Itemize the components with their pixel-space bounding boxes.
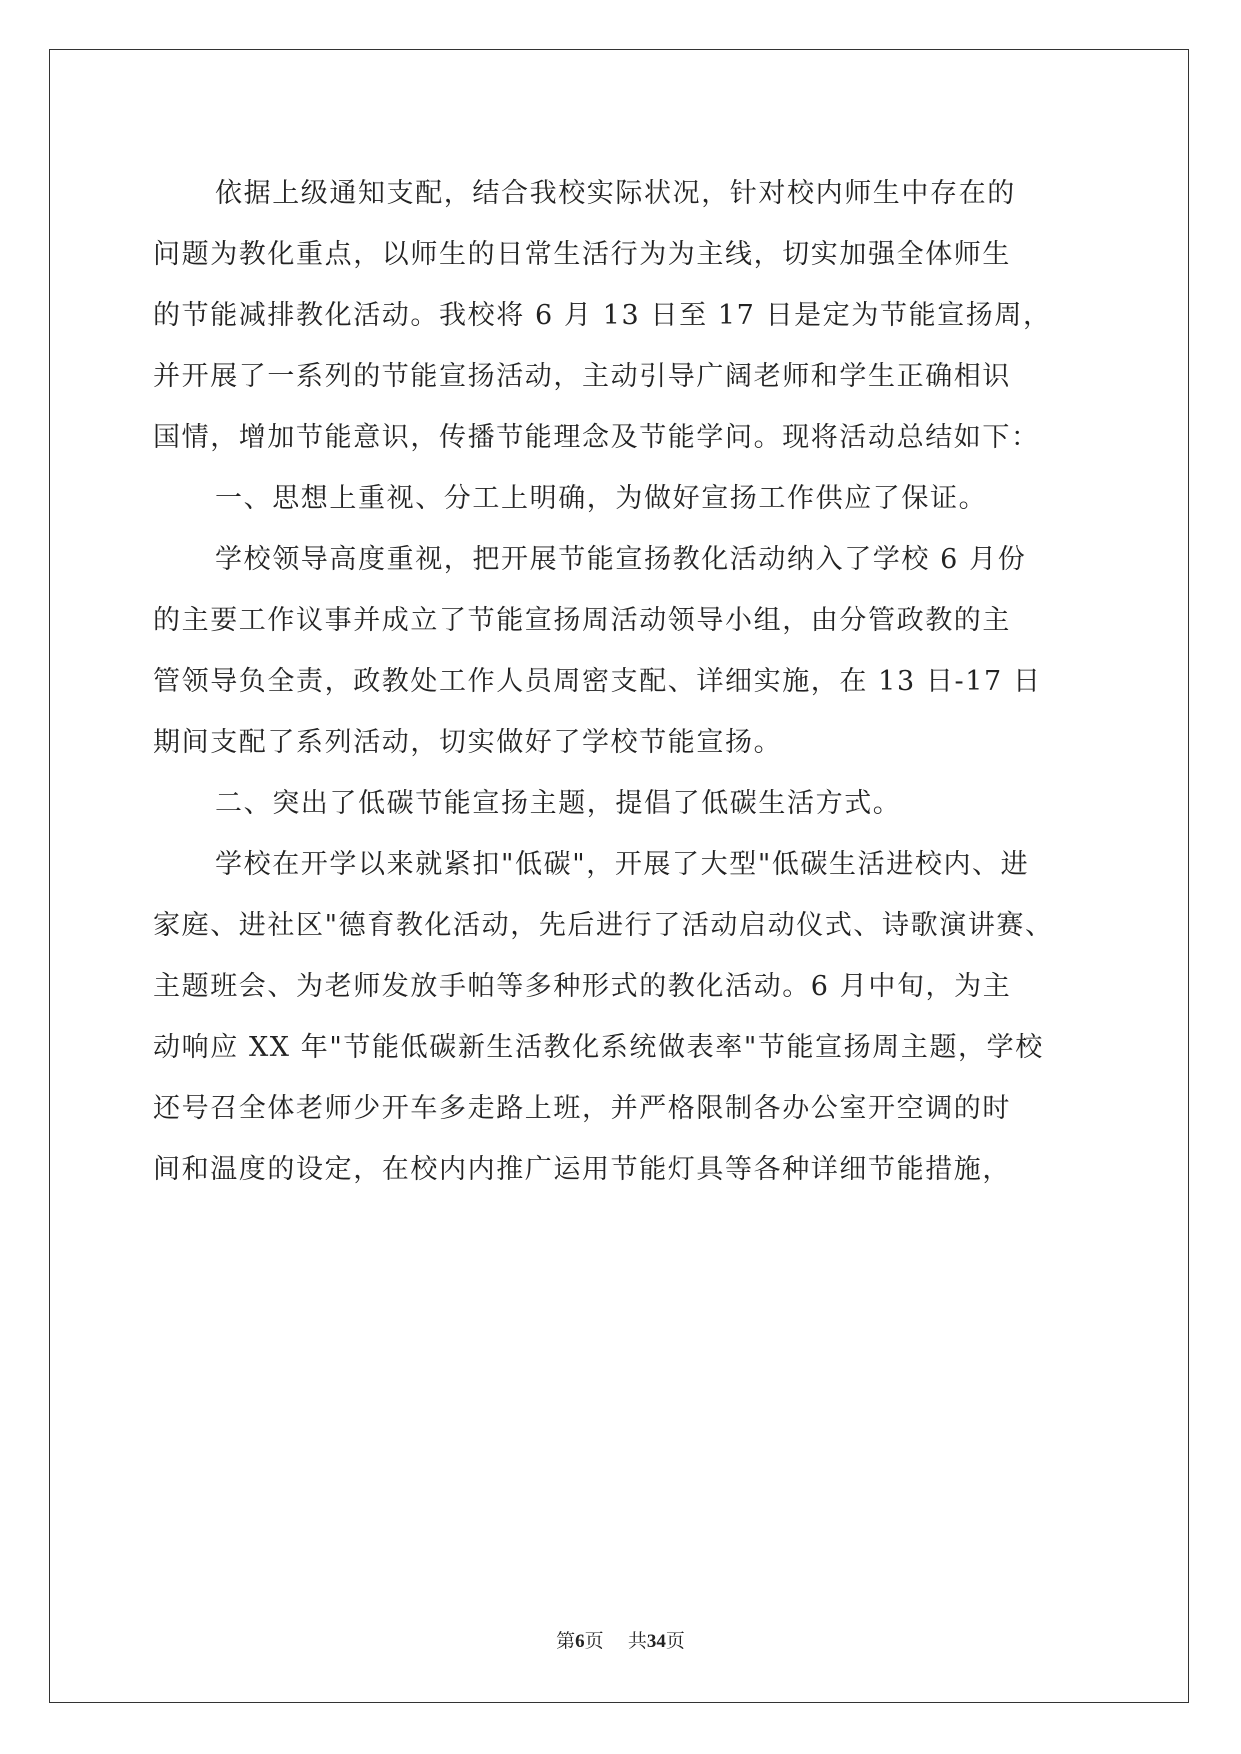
section-heading-1: 一、思想上重视、分工上明确，为做好宣扬工作供应了保证。 [215, 483, 988, 514]
paragraph-line: 国情，增加节能意识，传播节能理念及节能学问。现将活动总结如下： [153, 422, 1040, 453]
paragraph-line: 问题为教化重点，以师生的日常生活行为为主线，切实加强全体师生 [153, 239, 1011, 270]
paragraph-line: 动响应 XX 年"节能低碳新生活教化系统做表率"节能宣扬周主题，学校 [153, 1032, 1044, 1063]
document-body [153, 163, 1093, 1200]
page-footer [0, 1629, 1241, 1654]
paragraph-line: 期间支配了系列活动，切实做好了学校节能宣扬。 [153, 727, 783, 758]
paragraph-line: 并开展了一系列的节能宣扬活动，主动引导广阔老师和学生正确相识 [153, 361, 1011, 392]
paragraph-line: 主题班会、为老师发放手帕等多种形式的教化活动。6 月中旬，为主 [153, 971, 1012, 1002]
total-pages: 34 [646, 1631, 666, 1652]
page-suffix: 页 [584, 1630, 604, 1652]
section-heading-2: 二、突出了低碳节能宣扬主题，提倡了低碳生活方式。 [215, 788, 902, 819]
paragraph-line: 间和温度的设定，在校内内推广运用节能灯具等各种详细节能措施， [153, 1154, 1011, 1185]
paragraph-line: 管领导负全责，政教处工作人员周密支配、详细实施，在 13 日-17 日 [153, 666, 1042, 697]
total-suffix: 页 [665, 1630, 685, 1652]
paragraph-line: 的主要工作议事并成立了节能宣扬周活动领导小组，由分管政教的主 [153, 605, 1011, 636]
page-prefix: 第 [556, 1630, 576, 1652]
paragraph-line: 家庭、进社区"德育教化活动，先后进行了活动启动仪式、诗歌演讲赛、 [153, 910, 1054, 941]
paragraph-line: 学校领导高度重视，把开展节能宣扬教化活动纳入了学校 6 月份 [215, 544, 1027, 575]
paragraph-line: 学校在开学以来就紧扣"低碳"，开展了大型"低碳生活进校内、进 [215, 849, 1030, 880]
paragraph-line: 还号召全体老师少开车多走路上班，并严格限制各办公室开空调的时 [153, 1093, 1011, 1124]
total-prefix: 共 [627, 1630, 647, 1652]
paragraph-line: 的节能减排教化活动。我校将 6 月 13 日至 17 日是定为节能宣扬周， [153, 300, 1052, 331]
paragraph-line: 依据上级通知支配，结合我校实际状况，针对校内师生中存在的 [215, 178, 1016, 209]
page-number: 6 [575, 1631, 585, 1652]
